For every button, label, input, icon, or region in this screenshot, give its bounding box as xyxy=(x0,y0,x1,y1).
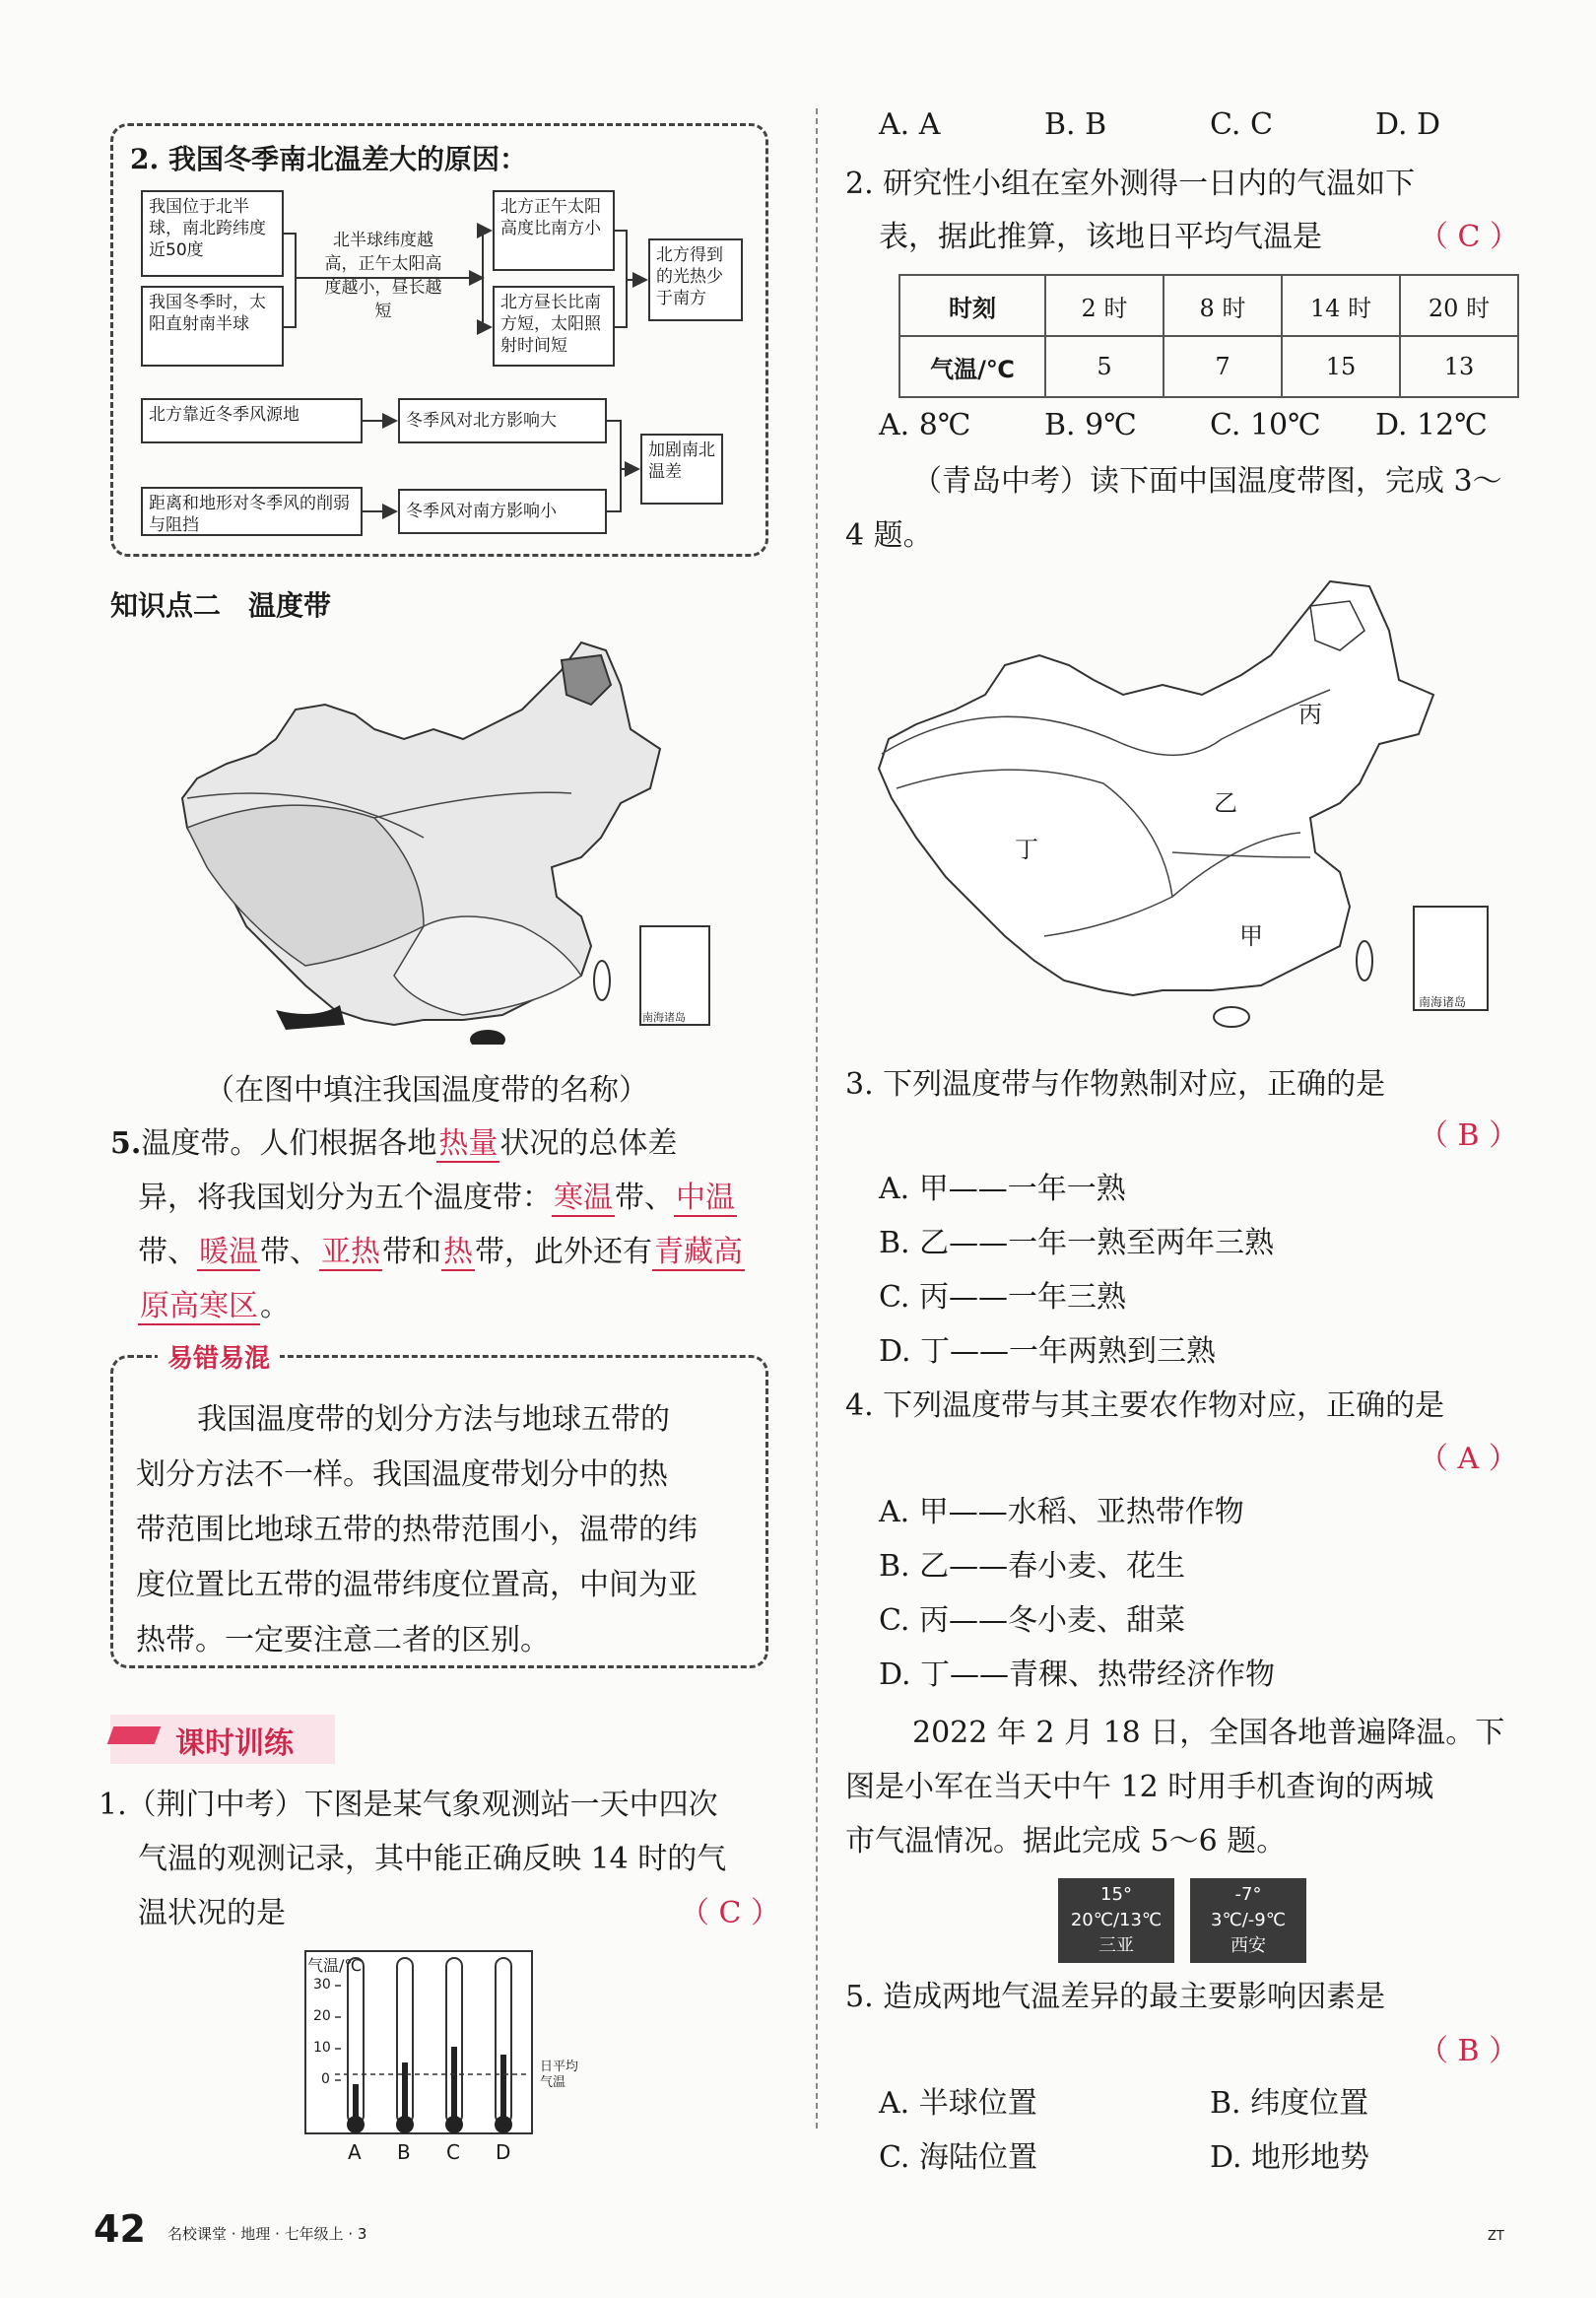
thermometer-figure xyxy=(296,1946,591,2168)
q5-line2 xyxy=(138,1172,737,1225)
q5-text-2: 状况的总体差 xyxy=(499,1126,678,1161)
mistake-line-5: 热带。一定要注意二者的区别。 xyxy=(136,1623,550,1657)
weather-card-xian xyxy=(1190,1878,1306,1963)
thermo-tick-20: 20 xyxy=(313,2008,331,2024)
thermo-label-b: B xyxy=(397,2140,411,2164)
intro56-line-2: 图是小军在当天中午 12 时用手机查询的两城 xyxy=(845,1770,1434,1804)
page-number: 42 xyxy=(94,2207,146,2251)
flow-mid: 北半球纬度越高，正午太阳高度越小，昼长越短 xyxy=(324,231,442,321)
q2-line-2: 表，据此推算，该地日平均气温是 xyxy=(879,220,1322,254)
thermo-label-a: A xyxy=(348,2140,362,2164)
training-title: 课时训练 xyxy=(175,1726,294,1761)
flow-e2: 冬季风对南方影响小 xyxy=(398,489,607,534)
q2-option-a: A. 8℃ xyxy=(879,408,971,442)
intro34-line-1: （青岛中考）读下面中国温度带图，完成 3～ xyxy=(912,464,1502,499)
q1-option-d: D. D xyxy=(1375,107,1441,142)
q5-text-9: 。 xyxy=(260,1289,290,1323)
book-info: 名校课堂 · 地理 · 七年级上 · 3 xyxy=(167,2225,367,2243)
q1-line-3: 温状况的是 xyxy=(138,1896,286,1930)
section-title: 知识点二 温度带 xyxy=(110,589,332,622)
q5-text-5: 带、 xyxy=(138,1235,197,1269)
table-cell: 气温/℃ xyxy=(899,336,1045,397)
flow-f: 加剧南北温差 xyxy=(640,434,723,505)
q4-option-d: D. 丁——青稞、热带经济作物 xyxy=(879,1657,1276,1692)
map2-inset-label: 南海诸岛 xyxy=(1419,995,1467,1009)
q5-text-7: 带和 xyxy=(382,1235,441,1269)
q2-option-b: B. 9℃ xyxy=(1044,408,1137,442)
q5-text-4: 带、 xyxy=(615,1181,674,1215)
china-temperature-zone-map xyxy=(867,572,1507,1045)
q5-text-8: 带，此外还有 xyxy=(475,1235,652,1269)
thermo-tick-30: 30 xyxy=(313,1977,331,1993)
thermo-avg-label: 日平均气温 xyxy=(540,2060,579,2090)
china-temperature-map xyxy=(167,631,719,1045)
q5-line3 xyxy=(138,1226,745,1279)
map-caption: （在图中填注我国温度带的名称） xyxy=(205,1073,648,1108)
map1-inset-label: 南海诸岛 xyxy=(642,1011,686,1024)
box2-title: 2. 我国冬季南北温差大的原因： xyxy=(130,143,527,175)
intro34-line-2: 4 题。 xyxy=(845,518,933,553)
intro56-line-3: 市气温情况。据此完成 5～6 题。 xyxy=(845,1824,1287,1859)
table-cell: 13 xyxy=(1400,336,1518,397)
flow-d1: 北方靠近冬季风源地 xyxy=(141,398,363,443)
blank-subtropical: 亚热 xyxy=(321,1235,380,1269)
sanya-city: 三亚 xyxy=(1098,1935,1134,1956)
table-header-cell: 2 时 xyxy=(1045,275,1164,336)
q3-option-d: D. 丁——一年两熟到三熟 xyxy=(879,1334,1217,1369)
q5-question: 5. 造成两地气温差异的最主要影响因素是 xyxy=(845,1980,1386,2014)
q4-question: 4. 下列温度带与其主要农作物对应，正确的是 xyxy=(845,1388,1445,1423)
q4-answer: （ A ） xyxy=(1419,1442,1518,1476)
thermo-tick-0: 0 xyxy=(321,2071,330,2087)
q2-option-c: C. 10℃ xyxy=(1210,408,1321,442)
q5-option-c: C. 海陆位置 xyxy=(879,2140,1037,2175)
q2-option-d: D. 12℃ xyxy=(1375,408,1488,442)
q1-option-c: C. C xyxy=(1210,107,1273,142)
temperature-table xyxy=(898,274,1519,398)
q1-option-b: B. B xyxy=(1044,107,1107,142)
blank-tropical: 热 xyxy=(443,1235,473,1269)
q2-answer: （ C ） xyxy=(1419,220,1520,254)
table-row xyxy=(899,336,1518,397)
q5-line1 xyxy=(110,1117,677,1171)
mistake-line-1: 我国温度带的划分方法与地球五带的 xyxy=(197,1402,670,1437)
map2-label-jia: 甲 xyxy=(1239,922,1263,950)
flow-a1: 我国位于北半球，南北跨纬度近50度 xyxy=(141,190,284,277)
blank-plateau-2: 原高寒区 xyxy=(140,1289,258,1323)
q4-option-c: C. 丙——冬小麦、甜菜 xyxy=(879,1603,1185,1638)
thermo-ylabel: 气温/℃ xyxy=(307,1956,363,1975)
q5-text-6: 带、 xyxy=(260,1235,319,1269)
table-header-cell: 14 时 xyxy=(1282,275,1400,336)
flow-b1: 北方正午太阳高度比南方小 xyxy=(493,190,615,271)
mistake-line-3: 带范围比地球五带的热带范围小，温带的纬 xyxy=(136,1513,698,1547)
xian-temp: -7° xyxy=(1234,1884,1262,1905)
sanya-range: 20℃/13℃ xyxy=(1070,1910,1163,1930)
table-cell: 5 xyxy=(1045,336,1164,397)
table-header-cell: 时刻 xyxy=(899,275,1045,336)
q4-option-b: B. 乙——春小麦、花生 xyxy=(879,1549,1186,1584)
xian-range: 3℃/-9℃ xyxy=(1211,1910,1286,1930)
thermo-tick-10: 10 xyxy=(313,2040,331,2056)
mistake-line-4: 度位置比五带的温带纬度位置高，中间为亚 xyxy=(136,1568,698,1602)
map2-label-ding: 丁 xyxy=(1015,836,1038,863)
thermo-label-c: C xyxy=(446,2140,460,2164)
intro56-line-1: 2022 年 2 月 18 日，全国各地普遍降温。下 xyxy=(912,1716,1505,1750)
q1-line-1: 1.（荆门中考）下图是某气象观测站一天中四次 xyxy=(99,1788,718,1822)
weather-card-sanya xyxy=(1058,1878,1174,1963)
q1-answer: （ C ） xyxy=(680,1896,781,1930)
q5-answer: （ B ） xyxy=(1419,2034,1519,2068)
q3-option-a: A. 甲——一年一熟 xyxy=(879,1172,1126,1206)
map2-label-yi: 乙 xyxy=(1214,789,1237,817)
blank-cold-temperate: 寒温 xyxy=(554,1181,613,1215)
q5-line4 xyxy=(138,1280,290,1333)
table-cell: 15 xyxy=(1282,336,1400,397)
q5-text-1: 温度带。人们根据各地 xyxy=(141,1126,437,1161)
flow-e1: 冬季风对北方影响大 xyxy=(398,398,607,443)
mistake-title: 易错易混 xyxy=(158,1338,280,1375)
map2-label-bing: 丙 xyxy=(1298,701,1322,728)
flow-arrows xyxy=(0,0,788,572)
flow-a2: 我国冬季时，太阳直射南半球 xyxy=(141,286,284,367)
q5-option-b: B. 纬度位置 xyxy=(1210,2086,1369,2121)
q1-line-2: 气温的观测记录，其中能正确反映 14 时的气 xyxy=(138,1842,727,1876)
q3-answer: （ B ） xyxy=(1419,1118,1519,1153)
sanya-temp: 15° xyxy=(1100,1884,1132,1905)
q5-option-d: D. 地形地势 xyxy=(1210,2140,1370,2175)
q5-text-3: 异，将我国划分为五个温度带： xyxy=(138,1181,552,1215)
q3-option-b: B. 乙——一年一熟至两年三熟 xyxy=(879,1226,1275,1260)
q3-question: 3. 下列温度带与作物熟制对应，正确的是 xyxy=(845,1067,1386,1102)
flow-b2: 北方昼长比南方短，太阳照射时间短 xyxy=(493,286,615,367)
blank-warm-temperate: 暖温 xyxy=(199,1235,258,1269)
table-header-cell: 20 时 xyxy=(1400,275,1518,336)
flow-d2: 距离和地形对冬季风的削弱与阻挡 xyxy=(141,487,363,536)
blank-mid-temperate: 中温 xyxy=(676,1181,735,1215)
thermo-label-d: D xyxy=(496,2140,511,2164)
footer-code: ZT xyxy=(1488,2229,1504,2244)
blank-heat: 热量 xyxy=(438,1126,499,1161)
q5-option-a: A. 半球位置 xyxy=(879,2086,1037,2121)
table-row xyxy=(899,275,1518,336)
table-header-cell: 8 时 xyxy=(1164,275,1282,336)
mistake-line-2: 划分方法不一样。我国温度带划分中的热 xyxy=(136,1457,668,1492)
training-marker xyxy=(107,1726,162,1744)
q2-line-1: 2. 研究性小组在室外测得一日内的气温如下 xyxy=(845,167,1416,201)
blank-plateau-1: 青藏高 xyxy=(654,1235,743,1269)
xian-city: 西安 xyxy=(1230,1935,1266,1956)
q5-num: 5. xyxy=(110,1126,142,1161)
q4-option-a: A. 甲——水稻、亚热带作物 xyxy=(879,1495,1244,1529)
q1-option-a: A. A xyxy=(879,107,941,142)
q3-option-c: C. 丙——一年三熟 xyxy=(879,1280,1126,1315)
table-cell: 7 xyxy=(1164,336,1282,397)
column-divider xyxy=(816,108,818,2129)
flow-c: 北方得到的光热少于南方 xyxy=(648,238,743,321)
